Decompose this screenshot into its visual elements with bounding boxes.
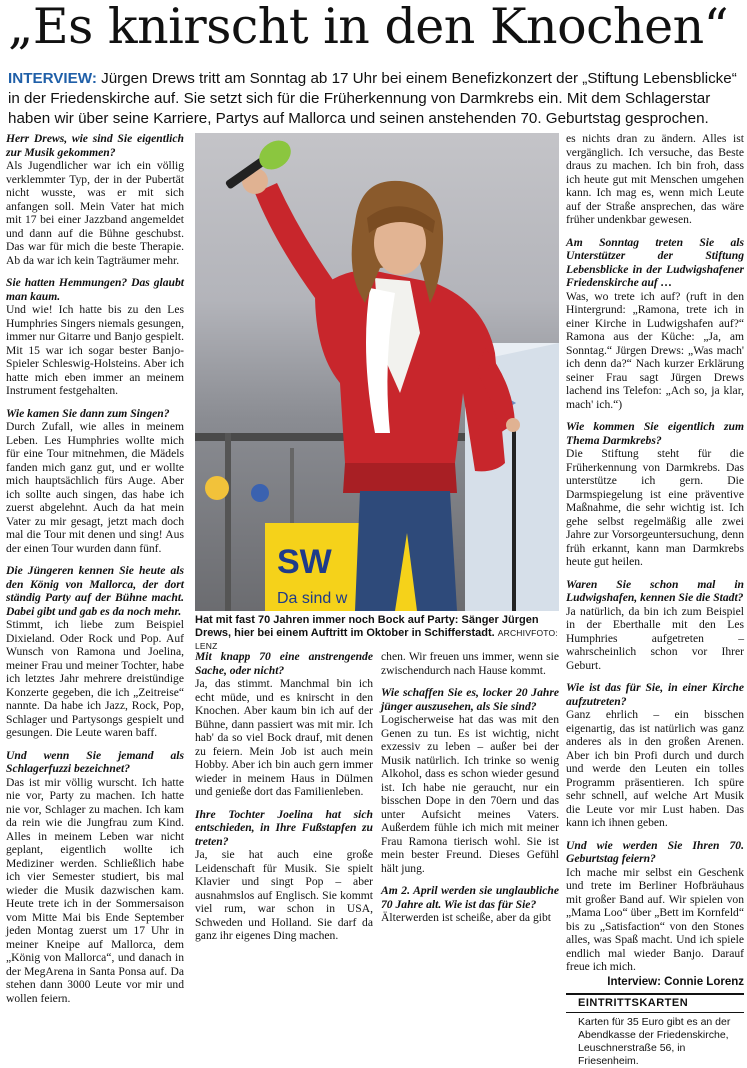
answer: Ja, das stimmt. Manchmal bin ich echt müde, und es knirscht in den Knochen. Aber kaum bin ich auf der Bühne, dann passiert was mit mir. Ich hab' da so viel Bock drauf, mit denen zu feiern. Mein Job ist auch mein Hobby. Aber ich bin auch gern immer wieder in meinem Haus in Dülmen und genieße dort das Familienleben. xyxy=(195,677,373,798)
intro-text: Jürgen Drews tritt am Sonntag ab 17 Uhr bei einem Benefizkonzert der „Stiftung Lebensblicke“ in der Friedenskirche auf. Sie setzt sich für die Früherkennung von Darmkrebs ein. Mit dem Schlagerstar haben wir über seine Karriere, Partys auf Mallorca und seinen anstehenden 70. Geburtstag gesprochen. xyxy=(8,70,737,127)
banner-logo: SW xyxy=(277,543,332,581)
question: Herr Drews, wie sind Sie eigentlich zur Musik gekommen? xyxy=(6,132,184,159)
interview-signature: Interview: Connie Lorenz xyxy=(607,975,744,988)
info-box-title: EINTRITTSKARTEN xyxy=(566,993,744,1013)
answer: Ich mache mir selbst ein Geschenk und trete im Berliner Hofbräuhaus mit großer Band auf. Wir spielen von „Mama Loo“ über „Bett im Kornfeld“ bis zu „Satisfaction“ von den Stones alles, was Spaß macht. Und ich spiele endlich mal wieder Banjo. Darauf freue ich mich. xyxy=(566,865,744,973)
question: Wie kommen Sie eigentlich zum Thema Darmkrebs? xyxy=(566,420,744,447)
photo-illustration xyxy=(195,133,559,611)
answer: Durch Zufall, wie alles in meinem Leben. Les Humphries wollte mich für eine Tour mitnehmen, die Mädels fanden mich ganz gut, und er wollte mich hauptsächlich fürs Auge. Aber ich sollte auch singen, das habe ich zuerst abgelehnt. Auch da hat mein Vater zu mir gesagt, jetzt mach doch mal die Tour mit denen und sing! Aus der einen Tour wurden dann fünf. xyxy=(6,420,184,555)
column-2 xyxy=(195,650,373,952)
question: Am 2. April werden sie unglaubliche 70 Jahre alt. Wie ist das für Sie? xyxy=(381,884,559,911)
answer: Und wie! Ich hatte bis zu den Les Humphries Singers niemals gesungen, immer nur Gitarre und Banjo gespielt. Mit 15 war ich sogar bester Banjo-Spieler Schleswig-Holsteins. Aber ich hatte mich eben immer an meinem Instrument festgehalten. xyxy=(6,303,184,397)
intro-lead xyxy=(8,69,743,129)
answer: Ganz ehrlich – ein bisschen eigenartig, das ist natürlich was ganz anderes als in den großen Arenen. Aber ich bin Profi durch und durch und werde den Leuten ein tolles Programm präsentieren. Ich spüre sehr schnell, auf welche Art Musik die Leute vor mir Lust haben. Das kann ich ihnen geben. xyxy=(566,708,744,829)
question: Die Jüngeren kennen Sie heute als den König von Mallorca, der dort ständig Party auf der Bühne macht. Dabei gibt und gab es da noch mehr. xyxy=(6,564,184,618)
info-box-text: Karten für 35 Euro gibt es an der Abendkasse der Friedenskirche, Leuschnerstraße 56, in Friesenheim. xyxy=(578,1015,731,1067)
answer: Ja, sie hat auch eine große Leidenschaft für Musik. Sie spielt Klavier und singt Pop – aber ausnahmslos auf Englisch. Sie kommt viel rum, war schon in USA, Schweden und Holland. Sie darf da ganz ihr eigenes Ding machen. xyxy=(195,848,373,942)
banner-slogan: Da sind w xyxy=(277,590,348,607)
answer: chen. Wir freuen uns immer, wenn sie zwischendurch nach Hause kommt. xyxy=(381,650,559,677)
column-3 xyxy=(381,650,559,934)
photo-credit: ARCHIVFOTO: LENZ xyxy=(195,628,558,651)
answer: Das ist mir völlig wurscht. Ich hatte nie vor, Party zu machen. Ich hatte nie vor, Schlager zu machen. Ich kam da rein wie die Jungfrau zum Kind. Alles in meinem Leben war nicht geplant, eigentlich wollte ich Mediziner werden. Schließlich habe ich vier Semester studiert, bis mal wieder die Musik dazwischen kam. Heute trete ich in der Sommersaison vom Mitte Mai bis Ende September jeden Montag zuerst um 17 Uhr in meiner Kneipe auf Mallorca, dem „König von Mallorca“, und danach in der MegArena in Santa Ponsa auf. Da stehen dann 3000 Leute vor mir und wollen feiern. xyxy=(6,775,184,1005)
question: Sie hatten Hemmungen? Das glaubt man kaum. xyxy=(6,276,184,303)
question: Ihre Tochter Joelina hat sich entschieden, in Ihre Fußstapfen zu treten? xyxy=(195,807,373,848)
question: Und wie werden Sie Ihren 70. Geburtstag feiern? xyxy=(566,838,744,865)
column-1 xyxy=(6,132,184,1014)
intro-label: INTERVIEW: xyxy=(8,70,97,87)
singer-photo xyxy=(195,133,559,611)
answer: Als Jugendlicher war ich ein völlig verklemmter Typ, der in der Pubertät nicht wusste, was er mit sich anfangen soll. Mein Vater hat mich mit 17 bei einer Jazzband angemeldet und dann auf die Bühne geschubst. Das war für mich die beste Therapie. Ab da war ich kein Tagträumer mehr. xyxy=(6,159,184,267)
question: Wie ist das für Sie, in einer Kirche aufzutreten? xyxy=(566,681,744,708)
question: Wie schaffen Sie es, locker 20 Jahre jünger auszusehen, als Sie sind? xyxy=(381,686,559,713)
answer: Logischerweise hat das was mit den Genen zu tun. Es ist wichtig, nicht exzessiv zu leben – außer bei der Musik natürlich. Ich trinke so wenig Alkohol, dass es schon wieder gesund ist. Ich habe nie geraucht, nur ein bisschen Dope in den 70ern und das unter Aufsicht meines Vaters. Außerdem fühle ich mich mit meiner Frau Ramona tierisch wohl. Sie ist mein bester Freund. Dieses Gefühl hält jung. xyxy=(381,713,559,875)
caption-text: Hat mit fast 70 Jahren immer noch Bock auf Party: Sänger Jürgen Drews, hier bei einem Auftritt im Oktober in Schifferstadt. xyxy=(195,614,539,639)
answer: Älterwerden ist scheiße, aber da gibt xyxy=(381,911,551,924)
question: Wie kamen Sie dann zum Singen? xyxy=(6,406,170,420)
photo-caption xyxy=(195,614,559,653)
question: Waren Sie schon mal in Ludwigshafen, kennen Sie die Stadt? xyxy=(566,577,744,604)
headline: „Es knirscht in den Knochen“ xyxy=(8,0,729,55)
answer: Stimmt, ich liebe zum Beispiel Dixieland. Oder Rock und Pop. Auf Wunsch von Ramona und Joelina, meiner Frau und meiner Tochter, habe ich letztes Jahr mehrere dreistündige Konzerte gegeben, die ich „Zeitreise“ nannte. Da habe ich Jazz, Rock, Pop, Schlager und Partysongs gespielt und gesungen. Die Leute waren baff. xyxy=(6,618,184,739)
question: Mit knapp 70 eine anstrengende Sache, oder nicht? xyxy=(195,650,373,677)
column-4 xyxy=(566,132,744,1068)
answer: Was, wo trete ich auf? (ruft in den Hintergrund: „Ramona, trete ich in einer Kirche in Ludwigshafen auf?“ Ramona aus der Küche: „Ja, am Sonntag.“ Jürgen Drews: „Was mach' ich denn da?“ Nach kurzer Erklärung seiner Frau sagt Jürgen Drews lachend ins Telefon: „Ach so, ja klar, mach' ich.“) xyxy=(566,289,744,411)
answer: Ja natürlich, da bin ich zum Beispiel in der Eberthalle mit den Les Humphries aufgetreten – wahrscheinlich schon vor Ihrer Geburt. xyxy=(566,604,744,672)
answer: Die Stiftung steht für die Früherkennung von Darmkrebs. Das unterstütze ich gern. Die Darmspiegelung ist eine präventive Maßnahme, die sehr wichtig ist. Ich gehe selbst regelmäßig alle zwei Jahre zur Vorsorgeuntersuchung, denn früh erkannt, kann man Darmkrebs heute gut heilen. xyxy=(566,447,744,568)
answer: es nichts dran zu ändern. Alles ist vergänglich. Ich versuche, das Beste draus zu machen. Ich bin froh, dass ich heute gut mit Menschen umgehen kann. Ich mag es, wenn mich Leute auf der Straße ansprechen, das wäre früher undenkbar gewesen. xyxy=(566,132,744,226)
question: Und wenn Sie jemand als Schlagerfuzzi bezeichnet? xyxy=(6,748,184,775)
question: Am Sonntag treten Sie als Unterstützer der Stiftung Lebensblicke in der Ludwigshafener Friedenskirche auf … xyxy=(566,235,744,289)
